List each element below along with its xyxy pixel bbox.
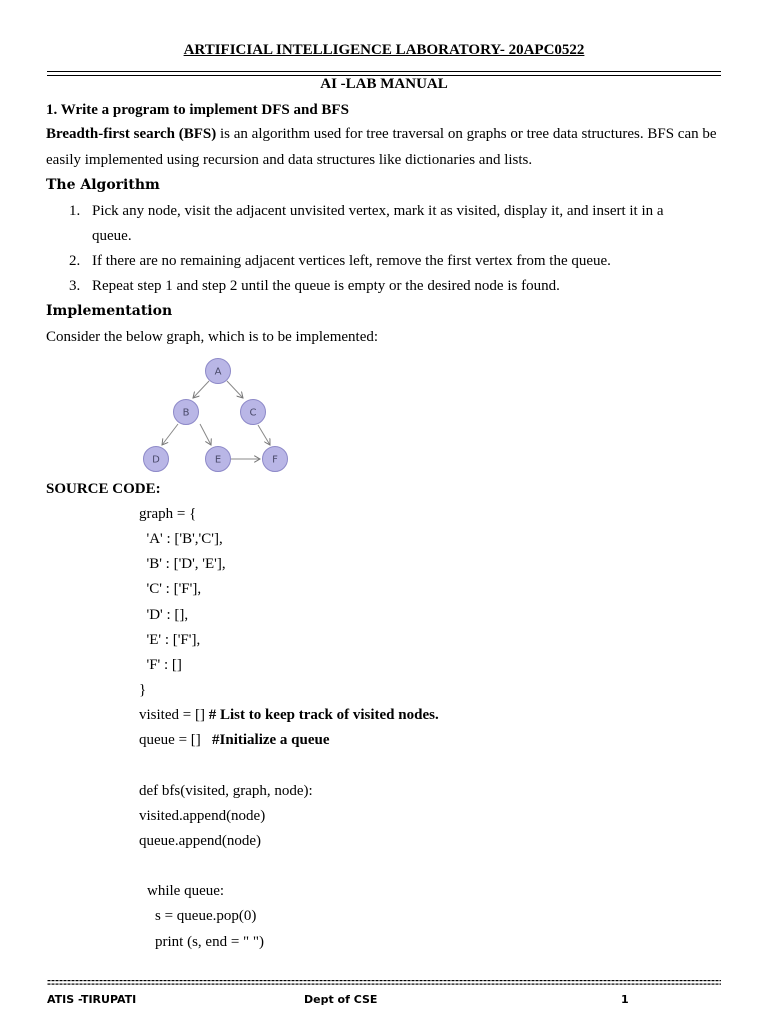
algorithm-step-text-cont: queue. bbox=[92, 228, 132, 244]
graph-node-label: A bbox=[214, 366, 222, 378]
graph-node-label: C bbox=[249, 407, 257, 419]
code-visited-comment: # List to keep track of visited nodes. bbox=[208, 707, 439, 723]
footer-department: Dept of CSE bbox=[304, 993, 378, 1006]
graph-node-b bbox=[174, 400, 199, 425]
bfs-graph-figure bbox=[140, 350, 300, 476]
code-line: 'E' : ['F'], bbox=[139, 632, 201, 648]
code-queue: queue = [] bbox=[139, 732, 213, 748]
graph-node-label: D bbox=[152, 454, 160, 466]
graph-edge-b-e bbox=[200, 424, 211, 445]
graph-node-label: F bbox=[272, 454, 278, 466]
code-line: graph = { bbox=[139, 506, 197, 522]
code-line-visited bbox=[139, 707, 439, 724]
code-line: 'C' : ['F'], bbox=[139, 581, 202, 597]
code-line: queue.append(node) bbox=[139, 833, 262, 849]
graph-node-e bbox=[206, 447, 231, 472]
algorithm-step-number: 2. bbox=[69, 253, 81, 269]
code-line: } bbox=[139, 682, 147, 698]
bfs-intro-text: is an algorithm used for tree traversal on graphs or tree data structures. BFS can be easily implemented using recursion and data structures like dictionaries and lists. bbox=[46, 126, 717, 168]
algorithm-step-text: Repeat step 1 and step 2 until the queue is empty or the desired node is found. bbox=[92, 278, 560, 294]
code-line-queue bbox=[139, 732, 330, 749]
algorithm-heading: The Algorithm bbox=[46, 177, 160, 193]
code-line: s = queue.pop(0) bbox=[155, 908, 257, 924]
graph-node-c bbox=[241, 400, 266, 425]
code-visited: visited = [] bbox=[139, 707, 209, 723]
code-line: while queue: bbox=[147, 883, 225, 899]
bfs-intro-paragraph bbox=[46, 121, 726, 173]
graph-node-label: E bbox=[214, 454, 222, 466]
algorithm-step-number: 3. bbox=[69, 278, 81, 294]
graph-node-a bbox=[206, 359, 231, 384]
graph-edge-b-d bbox=[162, 424, 178, 445]
bfs-term: Breadth-first search (BFS) bbox=[46, 126, 217, 142]
code-line: 'F' : [] bbox=[139, 657, 182, 673]
header-rule-top bbox=[47, 71, 721, 72]
code-line: 'D' : [], bbox=[139, 607, 189, 623]
implementation-text: Consider the below graph, which is to be implemented: bbox=[46, 329, 379, 345]
footer-institution: ATIS -TIRUPATI bbox=[47, 993, 137, 1006]
algorithm-step-number: 1. bbox=[69, 203, 81, 219]
graph-node-d bbox=[144, 447, 169, 472]
code-queue-comment: #Initialize a queue bbox=[212, 732, 330, 748]
graph-edge-a-b bbox=[193, 381, 209, 398]
code-line: print (s, end = " ") bbox=[155, 934, 265, 950]
code-line: 'A' : ['B','C'], bbox=[139, 531, 223, 547]
graph-edge-a-c bbox=[227, 381, 243, 398]
footer-page-number: 1 bbox=[621, 993, 629, 1006]
code-line: def bfs(visited, graph, node): bbox=[139, 783, 313, 799]
footer-rule bbox=[47, 979, 721, 985]
source-code-heading: SOURCE CODE: bbox=[46, 481, 161, 497]
implementation-heading: Implementation bbox=[46, 303, 173, 319]
graph-edge-c-f bbox=[258, 425, 270, 445]
question-heading: 1. Write a program to implement DFS and BFS bbox=[46, 102, 349, 118]
graph-node-label: B bbox=[182, 407, 190, 419]
manual-title: AI -LAB MANUAL bbox=[320, 76, 448, 92]
algorithm-step-text: Pick any node, visit the adjacent unvisited vertex, mark it as visited, display it, and insert it in a bbox=[92, 203, 664, 219]
code-line: 'B' : ['D', 'E'], bbox=[139, 556, 226, 572]
document-header-title: ARTIFICIAL INTELLIGENCE LABORATORY- 20APC0522 bbox=[183, 42, 585, 58]
graph-node-f bbox=[263, 447, 288, 472]
algorithm-step-text: If there are no remaining adjacent vertices left, remove the first vertex from the queue. bbox=[92, 253, 611, 269]
code-line: visited.append(node) bbox=[139, 808, 266, 824]
